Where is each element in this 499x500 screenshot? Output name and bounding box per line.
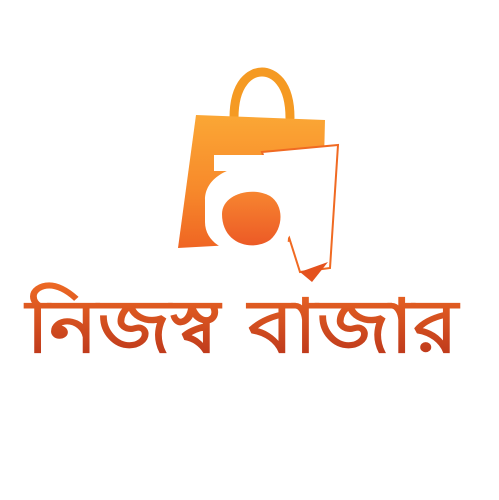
bag-handle bbox=[234, 72, 290, 118]
brand-name-text: নিজস্ব বাজার bbox=[26, 284, 420, 370]
